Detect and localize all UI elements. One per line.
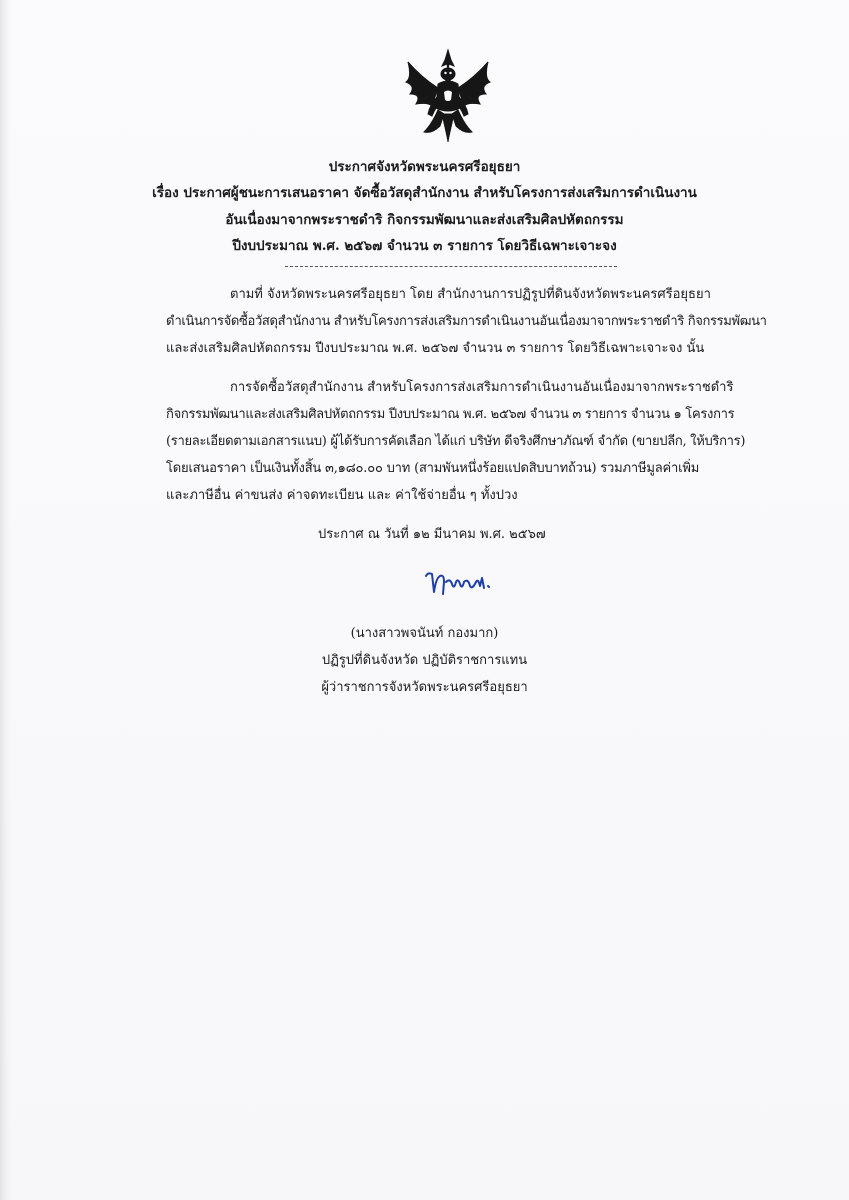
subject-line-2: อันเนื่องมาจากพระราชดำริ กิจกรรมพัฒนาและส่งเสริมศิลปหัตถกรรม [225,212,624,228]
signer-position-1: ปฏิรูปที่ดินจังหวัด ปฏิบัติราชการแทน [321,653,528,668]
handwritten-signature-icon [422,568,502,598]
title-divider [285,266,617,267]
para2-line-1: การจัดซื้อวัสดุสำนักงาน สำหรับโครงการส่งเสริมการดำเนินงานอันเนื่องมาจากพระราชดำริ [230,380,734,395]
signer-name: (นางสาวพจนันท์ กองมาก) [350,626,499,641]
para2-line-2: กิจกรรมพัฒนาและส่งเสริมศิลปหัตถกรรม ปีงบประมาณ พ.ศ. ๒๕๖๗ จำนวน ๓ รายการ จำนวน ๑ โครงการ [166,407,735,422]
announce-date: ประกาศ ณ วันที่ ๑๒ มีนาคม พ.ศ. ๒๕๖๗ [318,527,546,542]
para2-line-4: โดยเสนอราคา เป็นเงินทั้งสิ้น ๓,๑๘๐.๐๐ บาท (สามพันหนึ่งร้อยแปดสิบบาทถ้วน) รวมภาษีมูลค่าเพิ่ม [166,461,700,476]
subject-line-1: เรื่อง ประกาศผู้ชนะการเสนอราคา จัดซื้อวัสดุสำนักงาน สำหรับโครงการส่งเสริมการดำเนินงาน [152,185,697,201]
para1-line-1: ตามที่ จังหวัดพระนครศรีอยุธยา โดย สำนักงานการปฏิรูปที่ดินจังหวัดพระนครศรีอยุธยา [230,287,711,302]
para2-line-3: (รายละเอียดตามเอกสารแนบ) ผู้ได้รับการคัดเลือก ได้แก่ บริษัท ดีจริงศึกษาภัณฑ์ จำกัด (ขายปลีก, ให้บริการ) [166,434,746,449]
para2-line-5: และภาษีอื่น ค่าขนส่ง ค่าจดทะเบียน และ ค่าใช้จ่ายอื่น ๆ ทั้งปวง [166,488,518,503]
signer-position-2: ผู้ว่าราชการจังหวัดพระนครศรีอยุธยา [321,680,528,695]
document-title: ประกาศจังหวัดพระนครศรีอยุธยา [328,159,521,175]
subject-line-3: ปีงบประมาณ พ.ศ. ๒๕๖๗ จำนวน ๓ รายการ โดยวิธีเฉพาะเจาะจง [232,238,617,254]
para1-line-3: และส่งเสริมศิลปหัตถกรรม ปีงบประมาณ พ.ศ. ๒๕๖๗ จำนวน ๓ รายการ โดยวิธีเฉพาะเจาะจง นั้น [166,341,705,356]
para1-line-2: ดำเนินการจัดซื้อวัสดุสำนักงาน สำหรับโครงการส่งเสริมการดำเนินงานอันเนื่องมาจากพระราชดำริ กิจกรรมพัฒนา [166,314,767,329]
garuda-emblem-icon [402,48,494,144]
